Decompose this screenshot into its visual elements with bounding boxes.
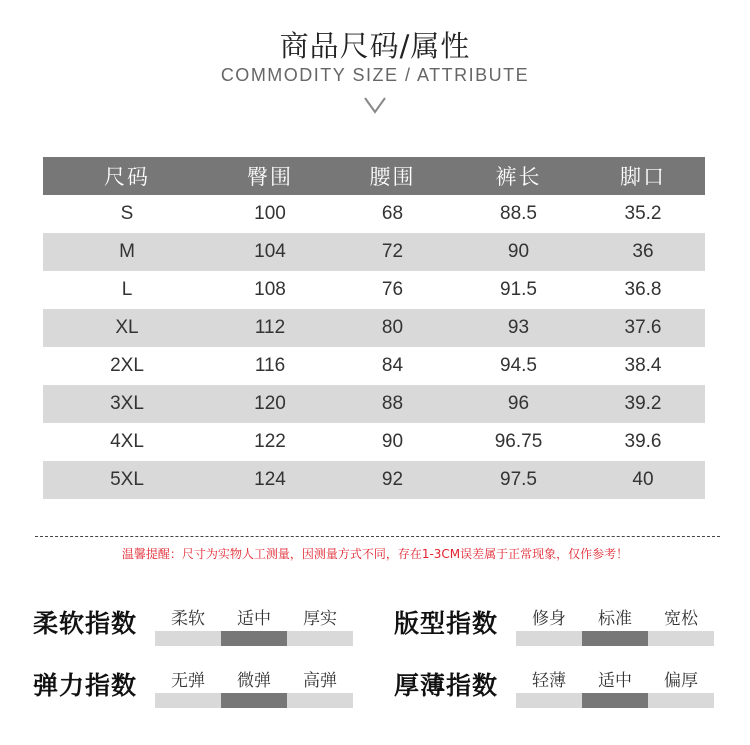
scale-option-label: 柔软 [171, 609, 205, 629]
size-cell: M [43, 233, 211, 271]
scale-option-label: 宽松 [664, 609, 698, 629]
measurement-note: 温馨提醒：尺寸为实物人工测量，因测量方式不同，存在1-3CM误差属于正常现象，仅作参考！ [121, 547, 629, 561]
page-title: 商品尺码/属性 [279, 29, 471, 63]
measurement-cell: 68 [381, 203, 404, 224]
measurement-cell: 93 [456, 309, 581, 347]
scale-option-label: 偏厚 [664, 671, 698, 691]
table-row [43, 423, 705, 461]
scale-bar-selected [221, 631, 287, 646]
measurement-cell: 116 [254, 355, 286, 376]
scale-bar [516, 693, 582, 708]
table-row [43, 385, 705, 423]
measurement-cell: 94.5 [500, 355, 537, 376]
measurement-cell: 112 [211, 309, 329, 347]
measurement-cell: 122 [254, 431, 286, 452]
measurement-cell: 97.5 [456, 461, 581, 499]
size-cell: XL [43, 309, 211, 347]
size-cell: 3XL [43, 385, 211, 423]
scale-option-label: 高弹 [303, 671, 337, 691]
measurement-cell: 36 [581, 233, 705, 271]
index-scale [155, 604, 353, 644]
scale-bar [516, 631, 582, 646]
table-row [43, 271, 705, 309]
scale-bar [648, 631, 714, 646]
table-row [43, 461, 705, 499]
index-scale [516, 666, 714, 706]
dashed-divider [35, 536, 720, 537]
size-chart-table [43, 157, 705, 499]
measurement-cell: 39.6 [624, 431, 662, 452]
measurement-cell: 84 [381, 355, 404, 376]
index-label: 弹力指数 [33, 671, 138, 700]
scale-option-label: 适中 [598, 671, 632, 691]
scale-option-label: 厚实 [303, 609, 337, 629]
index-scale [516, 604, 714, 644]
scale-option-label: 无弹 [171, 671, 205, 691]
chevron-down-icon [363, 95, 387, 115]
size-cell: 4XL [110, 431, 144, 452]
scale-bar [155, 631, 221, 646]
size-cell: L [121, 279, 133, 300]
measurement-cell: 91.5 [500, 279, 537, 300]
scale-option-label: 轻薄 [532, 671, 566, 691]
table-row [43, 309, 705, 347]
scale-bar [287, 693, 353, 708]
header-hip: 臀围 [211, 157, 329, 195]
measurement-cell: 108 [254, 279, 286, 300]
measurement-cell: 96.75 [494, 431, 543, 452]
measurement-cell: 100 [254, 203, 286, 224]
measurement-cell: 88 [329, 385, 456, 423]
page-subtitle: COMMODITY SIZE / ATTRIBUTE [220, 65, 530, 85]
index-label: 厚薄指数 [394, 671, 499, 700]
measurement-cell: 90 [381, 431, 404, 452]
measurement-cell: 120 [211, 385, 329, 423]
table-row [43, 347, 705, 385]
measurement-cell: 72 [329, 233, 456, 271]
measurement-cell: 76 [381, 279, 404, 300]
index-label: 柔软指数 [33, 609, 138, 638]
index-scale [155, 666, 353, 706]
scale-option-label: 标准 [598, 609, 632, 629]
measurement-cell: 96 [456, 385, 581, 423]
size-cell: 2XL [110, 355, 144, 376]
scale-bar-selected [582, 693, 648, 708]
measurement-cell: 39.2 [581, 385, 705, 423]
measurement-cell: 36.8 [624, 279, 662, 300]
header-waist: 腰围 [329, 157, 456, 195]
scale-bar [155, 693, 221, 708]
measurement-cell: 88.5 [500, 203, 537, 224]
table-row [43, 233, 705, 271]
scale-option-label: 适中 [237, 609, 271, 629]
table-header-row [43, 157, 705, 195]
header-length: 裤长 [456, 157, 581, 195]
measurement-cell: 37.6 [581, 309, 705, 347]
size-cell: 5XL [43, 461, 211, 499]
header-size: 尺码 [43, 157, 211, 195]
measurement-cell: 38.4 [624, 355, 662, 376]
measurement-cell: 35.2 [624, 203, 662, 224]
measurement-cell: 104 [211, 233, 329, 271]
scale-bar [287, 631, 353, 646]
size-cell: S [120, 203, 134, 224]
scale-option-label: 修身 [532, 609, 566, 629]
index-label: 版型指数 [394, 609, 499, 638]
scale-option-label: 微弹 [237, 671, 271, 691]
measurement-cell: 92 [329, 461, 456, 499]
scale-bar-selected [582, 631, 648, 646]
scale-bar [648, 693, 714, 708]
measurement-cell: 90 [456, 233, 581, 271]
measurement-cell: 40 [581, 461, 705, 499]
scale-bar-selected [221, 693, 287, 708]
measurement-cell: 124 [211, 461, 329, 499]
table-row [43, 195, 705, 233]
measurement-cell: 80 [329, 309, 456, 347]
header-hem: 脚口 [581, 157, 705, 195]
